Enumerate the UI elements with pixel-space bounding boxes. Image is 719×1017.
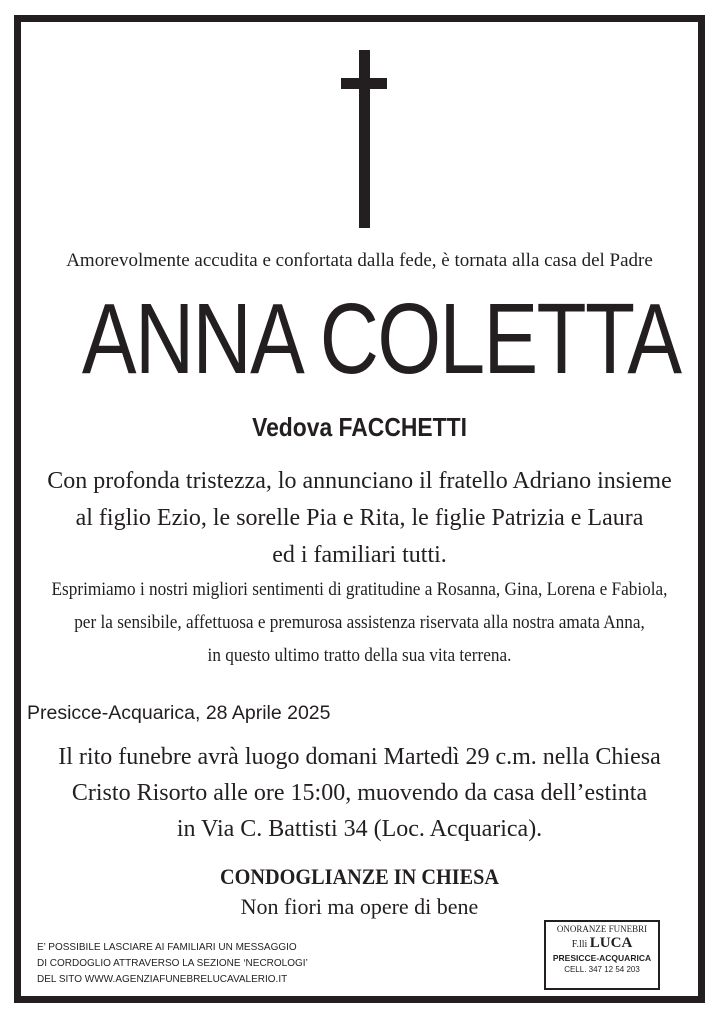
message-line-2: DI CORDOGLIO ATTRAVERSO LA SEZIONE ‘NECROLOGI’ xyxy=(37,958,308,969)
flowers-note: Non fiori ma opere di bene xyxy=(240,894,479,919)
logo-line-2 xyxy=(546,935,658,952)
deceased-name: ANNA COLETTA xyxy=(81,283,681,395)
logo-line-1: ONORANZE FUNEBRI xyxy=(556,924,648,934)
logo-brothers: F.lli xyxy=(571,939,588,950)
online-message-note xyxy=(37,940,308,988)
cross-icon xyxy=(341,50,387,228)
thanks-line-2: per la sensibile, affettuosa e premurosa assistenza riservata alla nostra amata Anna, xyxy=(74,613,645,633)
thanks-line-3: in questo ultimo tratto della sua vita terrena. xyxy=(207,646,512,666)
announcement-line-2: al figlio Ezio, le sorelle Pia e Rita, le figlie Patrizia e Laura xyxy=(75,505,644,531)
funeral-line-2: Cristo Risorto alle ore 15:00, muovendo da casa dell’estinta xyxy=(71,780,648,806)
logo-line-3: PRESICCE-ACQUARICA xyxy=(552,953,652,963)
condolences-heading: CONDOGLIANZE IN CHIESA xyxy=(220,864,499,889)
widow-subtitle: Vedova FACCHETTI xyxy=(252,412,467,442)
message-line-1: E’ POSSIBILE LASCIARE AI FAMILIARI UN MESSAGGIO xyxy=(37,942,297,953)
place-date: Presicce-Acquarica, 28 Aprile 2025 xyxy=(27,702,331,724)
funeral-line-3: in Via C. Battisti 34 (Loc. Acquarica). xyxy=(176,816,543,842)
announcement-line-3: ed i familiari tutti. xyxy=(272,542,447,568)
logo-line-4: CELL. 347 12 54 203 xyxy=(564,965,640,974)
thanks-line-1: Esprimiamo i nostri migliori sentimenti di gratitudine a Rosanna, Gina, Lorena e Fabiola, xyxy=(51,580,668,600)
funeral-home-logo xyxy=(544,920,660,990)
message-line-3: DEL SITO WWW.AGENZIAFUNEBRELUCAVALERIO.IT xyxy=(37,974,288,985)
obituary-frame xyxy=(14,15,705,1003)
intro-text: Amorevolmente accudita e confortata dalla fede, è tornata alla casa del Padre xyxy=(66,250,653,271)
announcement-line-1: Con profonda tristezza, lo annunciano il fratello Adriano insieme xyxy=(47,468,672,494)
funeral-line-1: Il rito funebre avrà luogo domani Martedì 29 c.m. nella Chiesa xyxy=(58,744,661,770)
logo-surname: LUCA xyxy=(589,935,633,951)
